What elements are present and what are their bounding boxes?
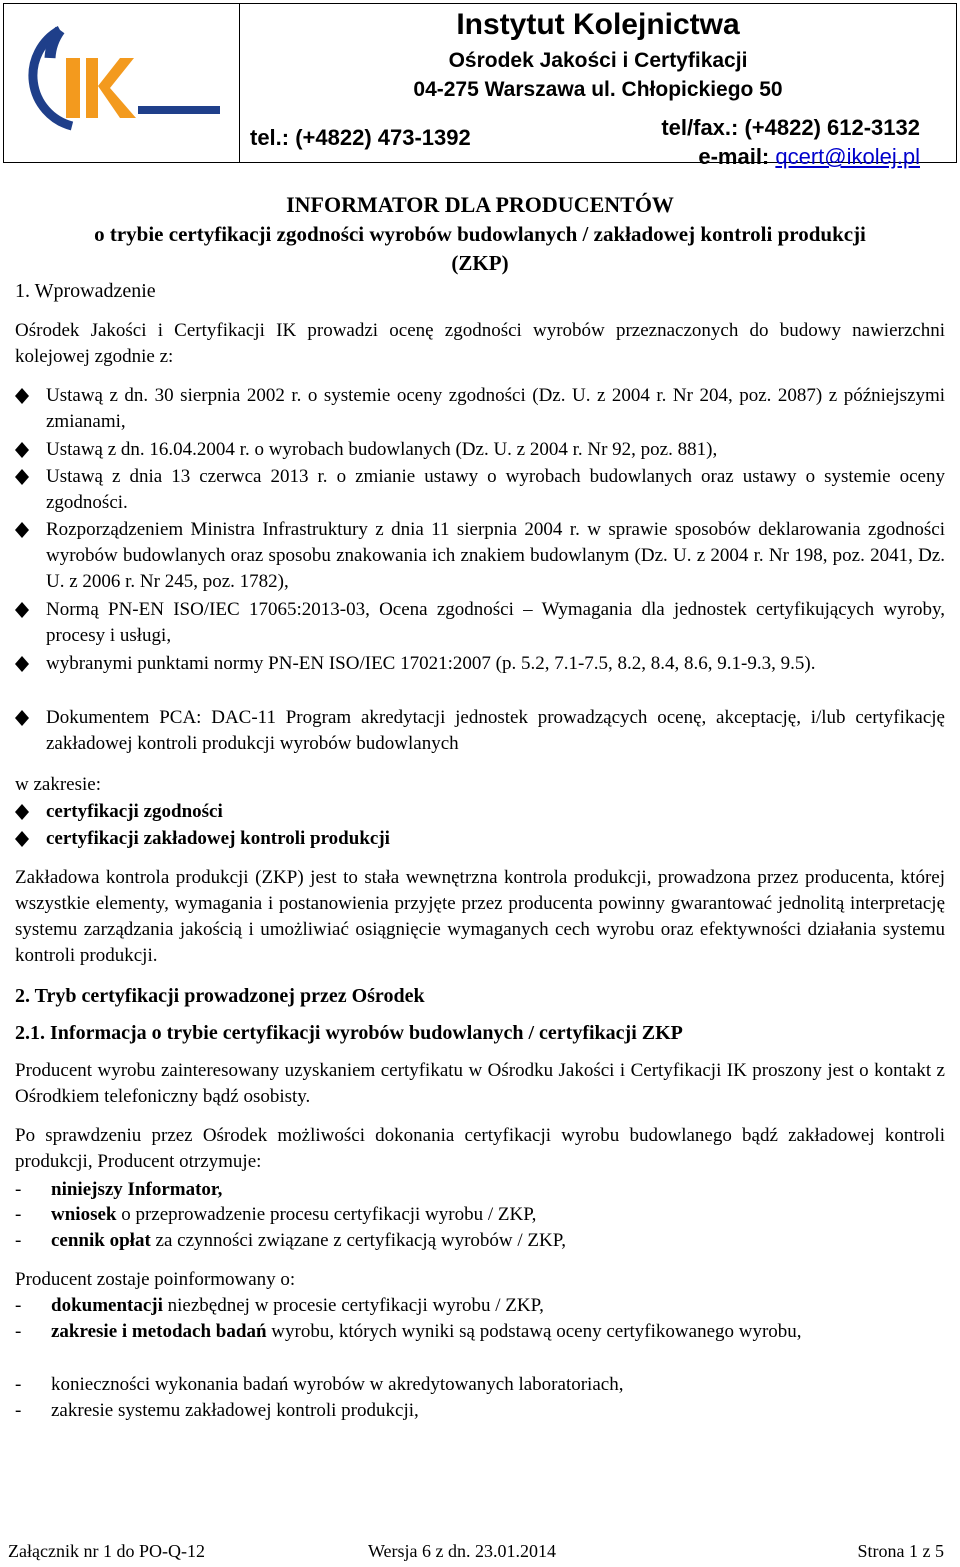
scope-text: certyfikacji zakładowej kontroli produkcji <box>46 828 390 849</box>
zkp-definition: Zakładowa kontrola produkcji (ZKP) jest to stała wewnętrzna kontrola produkcji, prowadzona przez producenta, której wszystkie elementy, wymagania i postanowienia przyjęte przez producenta powinny gwarantować jednolitą interpretację systemu zarządzania jakością i umożliwiać osiągnięcie wymaganych cech wyrobu oraz efektywności działania systemu kontroli produkcji. <box>15 867 945 966</box>
logo-cell <box>4 4 240 162</box>
legal-basis-item <box>15 651 945 677</box>
informed-item-text: niezbędnej w procesie certyfikacji wyrobu / ZKP, <box>162 1295 544 1316</box>
legal-basis-item <box>15 705 945 757</box>
receives-item-text: za czynności związane z certyfikacją wyrobów / ZKP, <box>150 1230 566 1251</box>
section-1-heading: 1. Wprowadzenie <box>15 280 156 302</box>
email-link[interactable]: qcert@ikolej.pl <box>775 144 920 169</box>
informed-item-text: konieczności wykonania badań wyrobów w akredytowanych laboratoriach, <box>51 1374 624 1395</box>
institute-subtitle: Ośrodek Jakości i Certyfikacji <box>448 49 748 72</box>
diamond-bullet-icon <box>15 522 29 538</box>
informed-item <box>15 1372 945 1398</box>
document-title: INFORMATOR DLA PRODUCENTÓW <box>286 192 674 217</box>
dash-marker: - <box>15 1400 22 1421</box>
informed-item <box>15 1293 945 1319</box>
institute-title: Instytut Kolejnictwa <box>456 8 740 41</box>
informed-item <box>15 1398 945 1424</box>
dash-marker: - <box>15 1295 22 1316</box>
contact-block <box>661 113 920 171</box>
institute-logo <box>20 18 230 143</box>
diamond-bullet-icon <box>15 442 29 458</box>
document-subtitle <box>0 220 960 278</box>
informed-item-bold: dokumentacji <box>51 1295 163 1316</box>
dash-marker: - <box>15 1321 22 1342</box>
diamond-bullet-icon <box>15 804 29 820</box>
footer-version: Wersja 6 z dn. 23.01.2014 <box>368 1541 557 1561</box>
informed-item <box>15 1319 945 1345</box>
informed-item-text: zakresie systemu zakładowej kontroli produkcji, <box>51 1400 419 1421</box>
legal-basis-text: Ustawą z dnia 13 czerwca 2013 r. o zmianie ustawy o wyrobach budowlanych oraz ustawy o systemie oceny zgodności. <box>46 466 945 513</box>
diamond-bullet-icon <box>15 469 29 485</box>
diamond-bullet-icon <box>15 602 29 618</box>
receives-item-bold: cennik opłat <box>51 1230 151 1251</box>
footer-attachment: Załącznik nr 1 do PO-Q-12 <box>8 1541 205 1561</box>
producer-receives-paragraph: Po sprawdzeniu przez Ośrodek możliwości dokonania certyfikacji wyrobu budowlanego bądź zakładowej kontroli produkcji, Producent otrzymuje: <box>15 1125 945 1172</box>
producer-contact-paragraph: Producent wyrobu zainteresowany uzyskaniem certyfikatu w Ośrodku Jakości i Certyfikacji IK proszony jest o kontakt z Ośrodkiem telefoniczny bądź osobisty. <box>15 1060 945 1107</box>
receives-item-text: o przeprowadzenie procesu certyfikacji wyrobu / ZKP, <box>116 1204 537 1225</box>
receives-item-bold: wniosek <box>51 1204 117 1225</box>
receives-item <box>15 1202 945 1228</box>
scope-text: certyfikacji zgodności <box>46 801 223 822</box>
informed-item-text: wyrobu, których wyniki są podstawą oceny certyfikowanego wyrobu, <box>266 1321 802 1342</box>
dash-marker: - <box>15 1204 22 1225</box>
header-text <box>240 4 956 169</box>
document-header <box>3 3 957 169</box>
diamond-bullet-icon <box>15 831 29 847</box>
email-label: e-mail: <box>698 144 776 169</box>
footer-page-number: Strona 1 z 5 <box>857 1541 944 1561</box>
diamond-bullet-icon <box>15 656 29 672</box>
intro-paragraph: Ośrodek Jakości i Certyfikacji IK prowadzi ocenę zgodności wyrobów przeznaczonych do budowy nawierzchni kolejowej zgodnie z: <box>15 320 945 367</box>
document-subtitle-line2: (ZKP) <box>451 251 509 275</box>
institute-address: 04-275 Warszawa ul. Chłopickiego 50 <box>413 78 783 101</box>
receives-item <box>15 1228 945 1254</box>
scope-label: w zakresie: <box>15 774 101 795</box>
legal-basis-item <box>15 383 945 435</box>
section-2-heading: 2. Tryb certyfikacji prowadzonej przez Ośrodek <box>15 985 425 1007</box>
section-2-1-heading: 2.1. Informacja o trybie certyfikacji wyrobów budowlanych / certyfikacji ZKP <box>15 1022 683 1044</box>
legal-basis-item <box>15 517 945 595</box>
dash-marker: - <box>15 1179 22 1200</box>
phone-number: tel.: (+4822) 473-1392 <box>250 125 471 150</box>
receives-item-bold: niniejszy Informator, <box>51 1179 223 1200</box>
legal-basis-item <box>15 437 945 463</box>
document-subtitle-line1: o trybie certyfikacji zgodności wyrobów budowlanych / zakładowej kontroli produkcji <box>94 222 866 246</box>
dash-marker: - <box>15 1374 22 1395</box>
informed-label: Producent zostaje poinformowany o: <box>15 1269 296 1290</box>
scope-item <box>15 826 945 852</box>
legal-basis-item <box>15 464 945 516</box>
fax-number: tel/fax.: (+4822) 612-3132 <box>661 115 920 140</box>
legal-basis-text: wybranymi punktami normy PN-EN ISO/IEC 17021:2007 (p. 5.2, 7.1-7.5, 8.2, 8.4, 8.6, 9.1-9.3, 9.5). <box>46 653 816 674</box>
legal-basis-text: Dokumentem PCA: DAC-11 Program akredytacji jednostek prowadzących ocenę, akceptację, i/lub certyfikację zakładowej kontroli produkcji wyrobów budowlanych <box>46 707 945 754</box>
legal-basis-text: Ustawą z dn. 30 sierpnia 2002 r. o systemie oceny zgodności (Dz. U. z 2004 r. Nr 204, poz. 2087) z późniejszymi zmianami, <box>46 385 945 432</box>
diamond-bullet-icon <box>15 388 29 404</box>
informed-item-bold: zakresie i metodach badań <box>51 1321 267 1342</box>
legal-basis-text: Ustawą z dn. 16.04.2004 r. o wyrobach budowlanych (Dz. U. z 2004 r. Nr 92, poz. 881), <box>46 439 718 460</box>
receives-item <box>15 1177 945 1203</box>
diamond-bullet-icon <box>15 710 29 726</box>
legal-basis-item <box>15 597 945 649</box>
dash-marker: - <box>15 1230 22 1251</box>
legal-basis-text: Rozporządzeniem Ministra Infrastruktury z dnia 11 sierpnia 2004 r. w sprawie sposobów deklarowania zgodności wyrobów budowlanych oraz sposobu znakowania ich znakiem budowlanym (Dz. U. z 2004 r. Nr 198, poz. 2041, Dz. U. z 2006 r. Nr 245, poz. 1782), <box>46 519 945 592</box>
email-line <box>661 142 920 171</box>
legal-basis-text: Normą PN-EN ISO/IEC 17065:2013-03, Ocena zgodności – Wymagania dla jednostek certyfikujących wyroby, procesy i usługi, <box>46 599 945 646</box>
scope-item <box>15 799 945 825</box>
